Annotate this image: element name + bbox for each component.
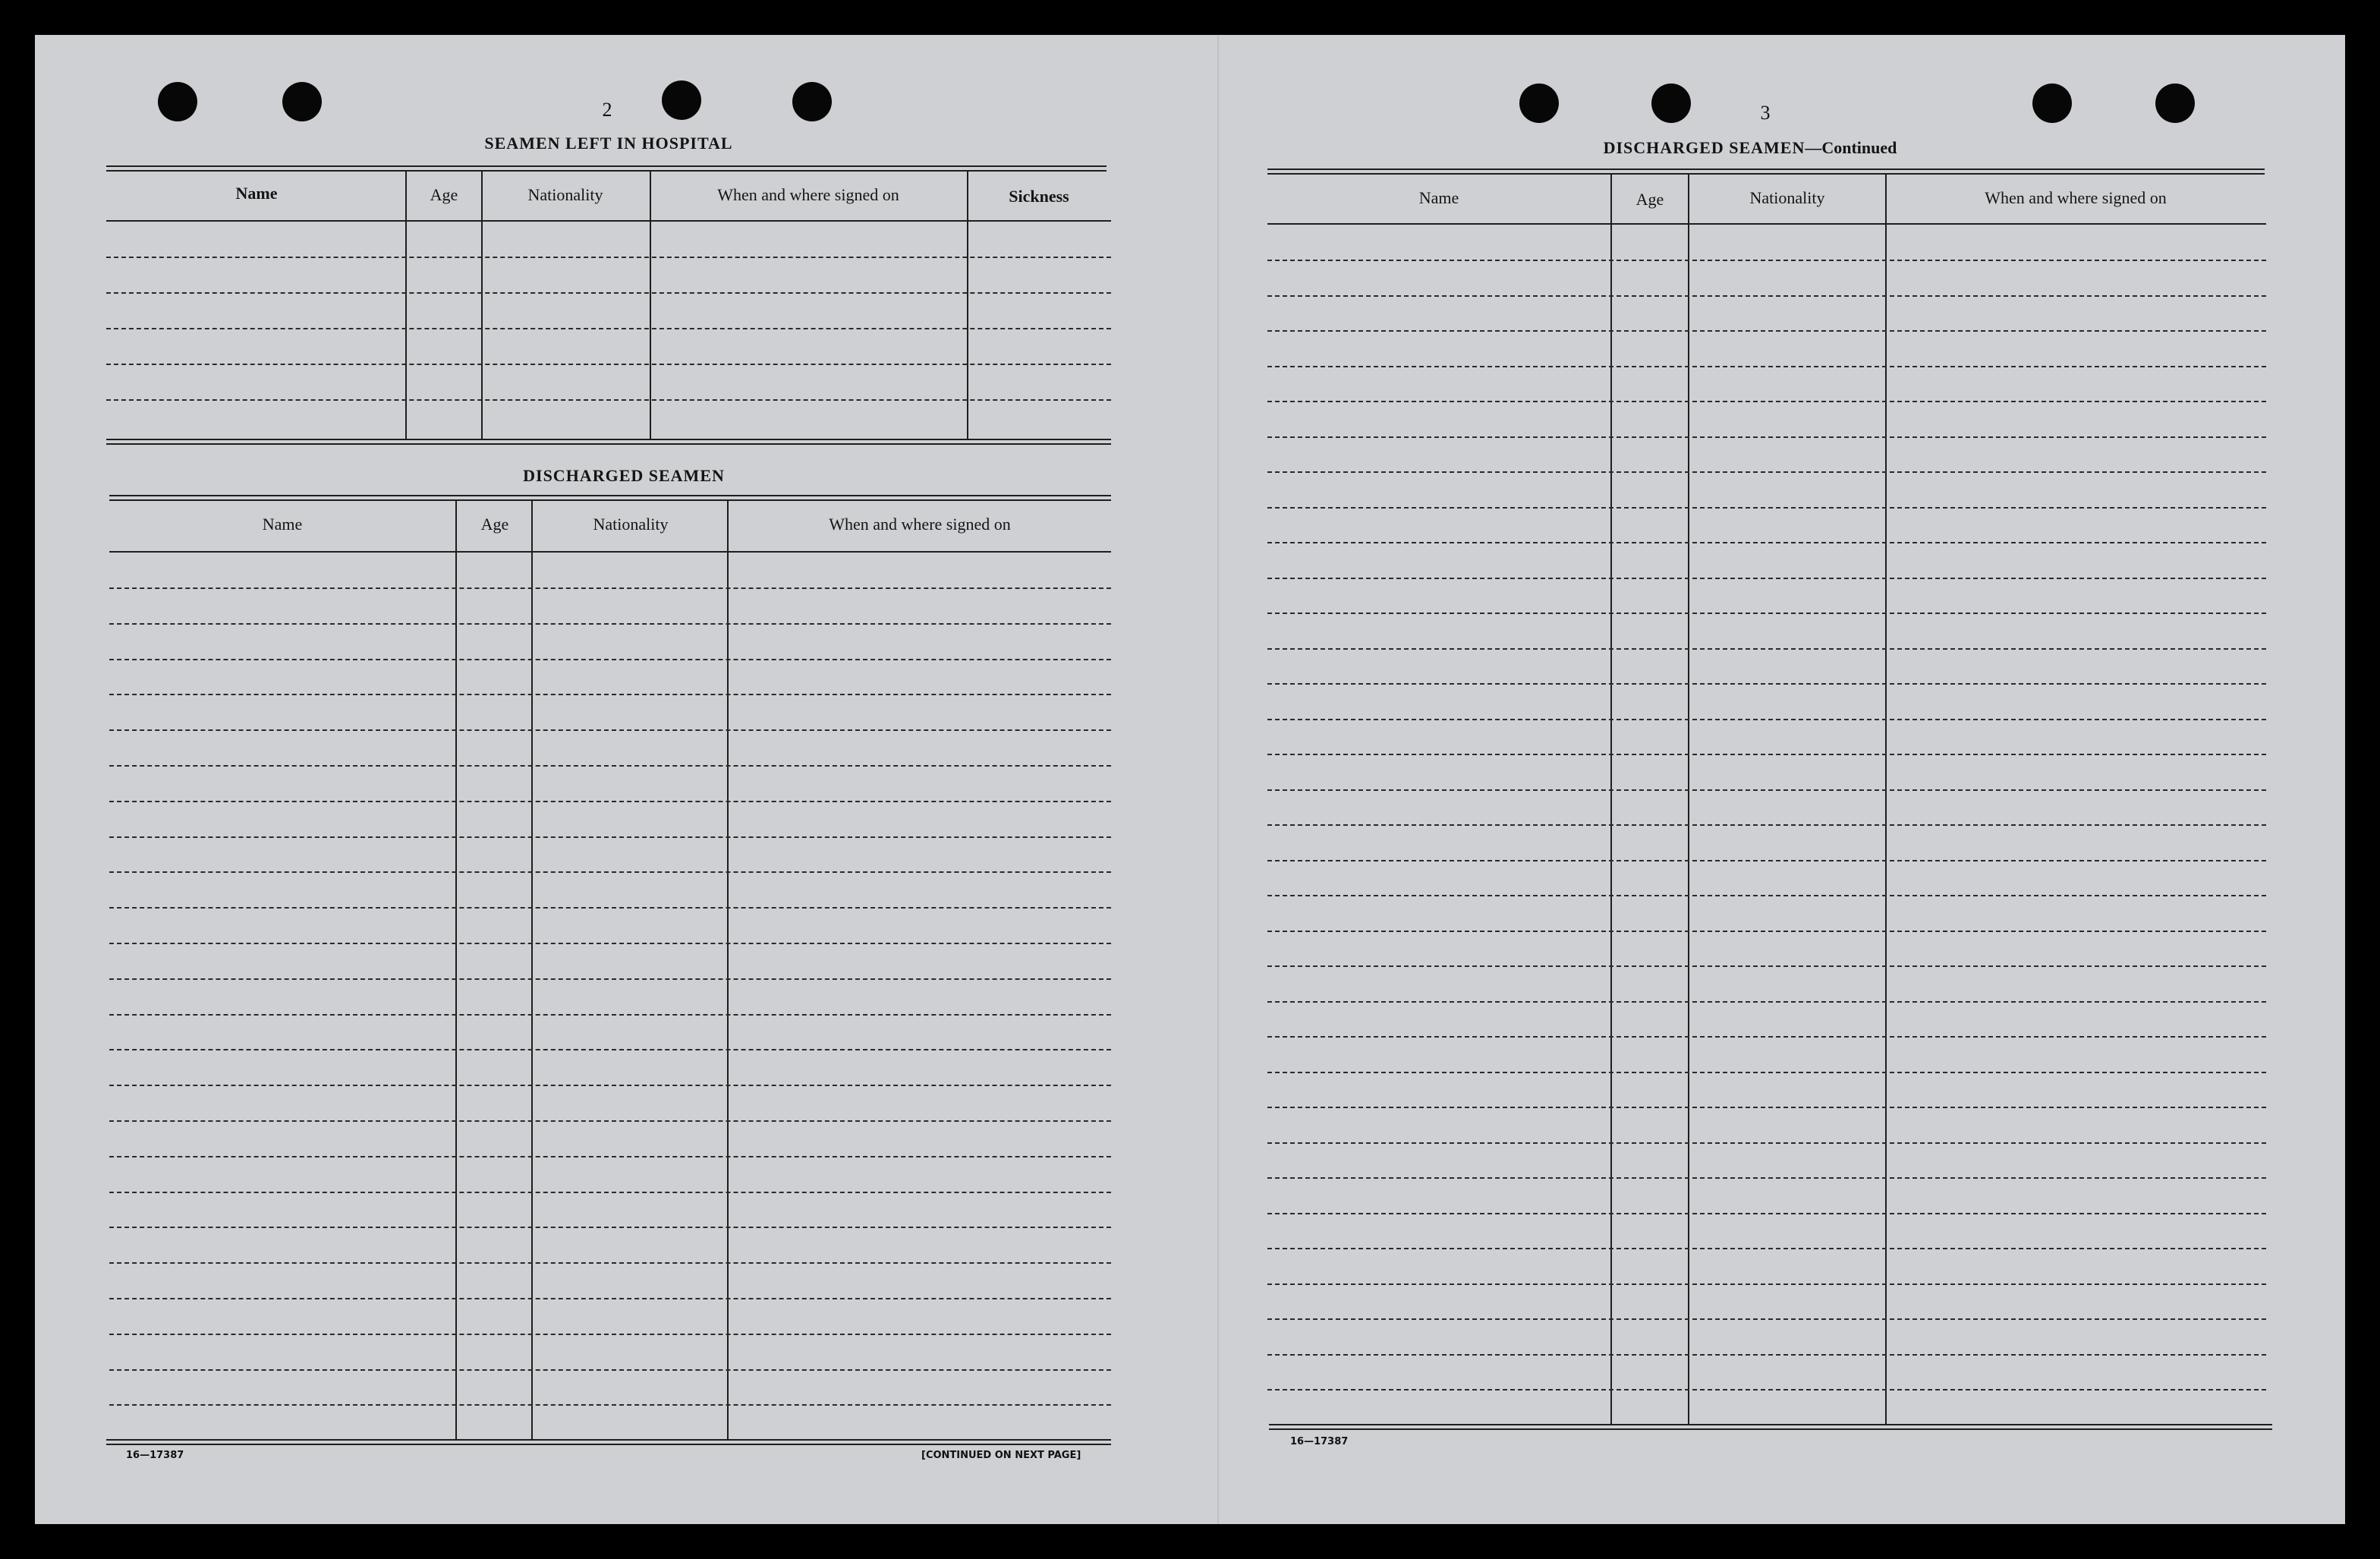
row-rule [109,1120,1111,1122]
hospital-col-nationality: Nationality [527,185,603,204]
row-rule [109,765,1111,767]
row-rule [1267,789,2266,791]
row-rule [1267,931,2266,932]
row-rule [1267,1036,2266,1038]
row-rule [106,399,1111,401]
row-rule [1267,295,2266,297]
row-rule [109,729,1111,731]
row-rule [1267,436,2266,438]
row-rule [1267,542,2266,543]
row-rule [109,1298,1111,1299]
punch-hole [1519,83,1559,123]
row-rule [1267,471,2266,473]
row-rule [109,801,1111,802]
row-rule [1267,1001,2266,1003]
page-number-left: 2 [602,99,612,121]
paper-sheet [35,35,2345,1524]
row-rule [1267,1177,2266,1179]
row-rule [109,587,1111,589]
hospital-col-age: Age [430,185,458,204]
form-number-left: 16—17387 [126,1450,184,1461]
row-rule [1267,1389,2266,1391]
row-rule [1267,1283,2266,1285]
punch-hole [1651,83,1691,123]
row-rule [1267,1318,2266,1320]
row-rule [109,871,1111,873]
row-rule [109,623,1111,625]
row-rule [109,1156,1111,1157]
row-rule [1267,1072,2266,1073]
row-rule [109,659,1111,660]
discharged-col-signed-on: When and where signed on [829,515,1011,534]
right-col-age: Age [1635,190,1664,209]
row-rule [1267,330,2266,332]
discharged-col-nationality: Nationality [593,515,669,534]
row-rule [106,292,1111,294]
row-rule [1267,719,2266,720]
punch-hole [792,82,832,121]
discharged-continued-title [1604,138,1897,158]
discharged-section-title: DISCHARGED SEAMEN [523,466,725,485]
row-rule [106,257,1111,258]
right-col-nationality: Nationality [1749,188,1825,207]
row-rule [1267,683,2266,685]
row-rule [109,907,1111,909]
row-rule [1267,754,2266,755]
form-number-right: 16—17387 [1290,1436,1349,1447]
hospital-section-title: SEAMEN LEFT IN HOSPITAL [484,134,733,153]
row-rule [109,978,1111,980]
row-rule [1267,578,2266,579]
hospital-col-sickness: Sickness [1009,187,1069,206]
punch-hole [2155,83,2195,123]
row-rule [1267,965,2266,967]
hospital-col-signed-on: When and where signed on [717,185,899,204]
title-main: DISCHARGED SEAMEN [1603,138,1805,157]
discharged-col-age: Age [480,515,509,534]
row-rule [109,836,1111,838]
row-rule [109,1404,1111,1406]
row-rule [1267,366,2266,367]
hospital-col-name: Name [235,184,278,203]
row-rule [109,1192,1111,1193]
punch-hole [2032,83,2072,123]
row-rule [109,1014,1111,1016]
row-rule [109,1085,1111,1086]
right-col-name: Name [1418,188,1459,207]
row-rule [106,364,1111,365]
row-rule [1267,507,2266,509]
row-rule [1267,613,2266,614]
row-rule [1267,860,2266,861]
row-rule [109,1369,1111,1371]
right-col-signed-on: When and where signed on [1985,188,2167,207]
row-rule [1267,401,2266,402]
row-rule [109,1334,1111,1335]
row-rule [109,1262,1111,1264]
row-rule [109,1049,1111,1050]
discharged-col-name: Name [262,515,303,534]
row-rule [1267,1248,2266,1249]
row-rule [1267,1142,2266,1144]
row-rule [109,1227,1111,1228]
row-rule [1267,260,2266,261]
row-rule [109,694,1111,695]
row-rule [1267,1107,2266,1108]
punch-hole [158,82,197,121]
row-rule [1267,1213,2266,1214]
row-rule [1267,648,2266,650]
row-rule [1267,1354,2266,1356]
punch-hole [282,82,322,121]
punch-hole [662,80,701,120]
row-rule [109,943,1111,944]
row-rule [1267,895,2266,896]
row-rule [1267,824,2266,826]
title-sub: —Continued [1805,138,1897,157]
page-fold [1217,35,1219,1524]
continued-note: [CONTINUED ON NEXT PAGE] [921,1450,1081,1461]
row-rule [106,328,1111,329]
page-number-right: 3 [1760,102,1771,124]
